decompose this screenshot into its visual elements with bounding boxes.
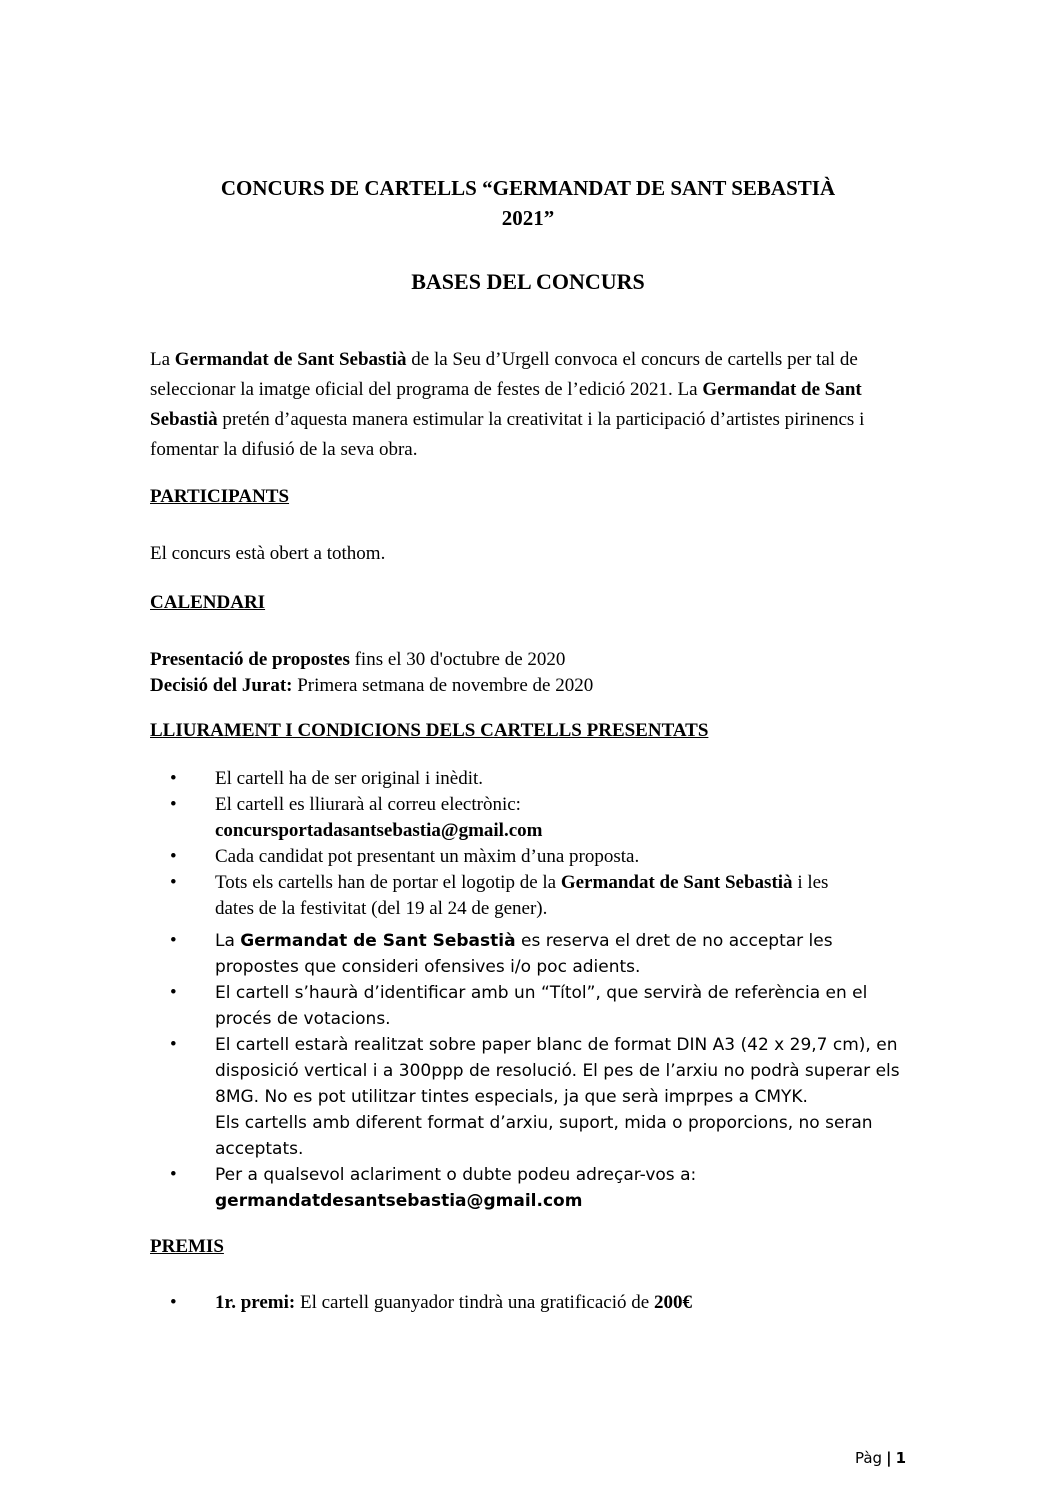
intro-paragraph: La Germandat de Sant Sebastià de la Seu d’Urgell convoca el concurs de cartells per tal de seleccionar la imatge oficial del programa de festes de l’edició 2021. La Germandat de Sant Sebastià pretén d’aquesta manera estimular la creativitat i la participació d’artistes pirinencs i fomentar la difusió de la seva obra. <box>150 349 865 460</box>
section-heading-calendari: CALENDARI <box>150 592 266 613</box>
prizes-list <box>150 1290 910 1316</box>
list-item: • El cartell s’haurà d’identificar amb un “Títol”, que servirà de referència en el procés de votacions. <box>170 982 868 1029</box>
list-item: • Per a qualsevol aclariment o dubte podeu adreçar-vos a: germandatdesantsebastia@gmail.com <box>170 1164 697 1211</box>
list-item: • La Germandat de Sant Sebastià es reserva el dret de no acceptar les propostes que consideri ofensives i/o poc adients. <box>170 930 833 977</box>
document-title-line-1: CONCURS DE CARTELLS “GERMANDAT DE SANT SEBASTIÀ <box>220 176 836 200</box>
bullet-icon: • <box>170 1034 177 1055</box>
list-item: • Cada candidat pot presentant un màxim d’una proposta. <box>150 844 910 870</box>
calendar-row-decision: Decisió del Jurat: Primera setmana de novembre de 2020 <box>150 675 594 696</box>
calendar-row-submission: Presentació de propostes fins el 30 d'octubre de 2020 <box>150 649 566 670</box>
list-item: • Tots els cartells han de portar el logotip de la Germandat de Sant Sebastià i les dates de la festivitat (del 19 al 24 de gener). <box>170 872 829 919</box>
participants-text: El concurs està obert a tothom. <box>150 543 386 564</box>
page-number: Pàg | 1 <box>854 1449 906 1467</box>
section-heading-participants: PARTICIPANTS <box>150 486 290 507</box>
conditions-list-part-1 <box>150 766 910 922</box>
section-heading-lliurament: LLIURAMENT I CONDICIONS DELS CARTELLS PRESENTATS <box>150 720 709 741</box>
list-item: • El cartell ha de ser original i inèdit. <box>150 766 910 792</box>
section-heading-premis: PREMIS <box>150 1236 224 1257</box>
bullet-icon: • <box>170 1292 177 1313</box>
bullet-icon: • <box>170 1164 177 1185</box>
list-item: • 1r. premi: El cartell guanyador tindrà una gratificació de 200€ <box>150 1290 910 1316</box>
org-name: Germandat de Sant Sebastià <box>240 931 516 951</box>
prize-amount: 200€ <box>653 1292 692 1313</box>
bullet-icon: • <box>170 930 177 951</box>
list-item: • El cartell estarà realitzat sobre paper blanc de format DIN A3 (42 x 29,7 cm), en disposició vertical i a 300ppp de resolució. El pes de l’arxiu no podrà superar els 8MG. No es pot utilitzar tintes especials, ja que serà imprpes a CMYK. Els cartells amb diferent format d’arxiu, suport, mida o proporcions, no seran acceptats. <box>170 1034 900 1159</box>
document-title-line-2: 2021” <box>501 206 555 230</box>
bullet-icon: • <box>170 768 177 789</box>
contest-email: concursportadasantsebastia@gmail.com <box>215 820 543 841</box>
contact-email: germandatdesantsebastia@gmail.com <box>215 1191 583 1211</box>
conditions-list-part-2 <box>150 928 910 1214</box>
bullet-icon: • <box>170 794 177 815</box>
list-item: • El cartell es lliurarà al correu electrònic: concursportadasantsebastia@gmail.com <box>170 794 543 841</box>
org-name: Germandat de Sant Sebastià <box>150 379 862 430</box>
org-name: Germandat de Sant Sebastià <box>560 872 793 893</box>
document-subtitle: BASES DEL CONCURS <box>411 269 645 294</box>
bullet-icon: • <box>170 846 177 867</box>
bullet-icon: • <box>170 982 177 1003</box>
org-name: Germandat de Sant Sebastià <box>174 349 407 370</box>
bullet-icon: • <box>170 872 177 893</box>
